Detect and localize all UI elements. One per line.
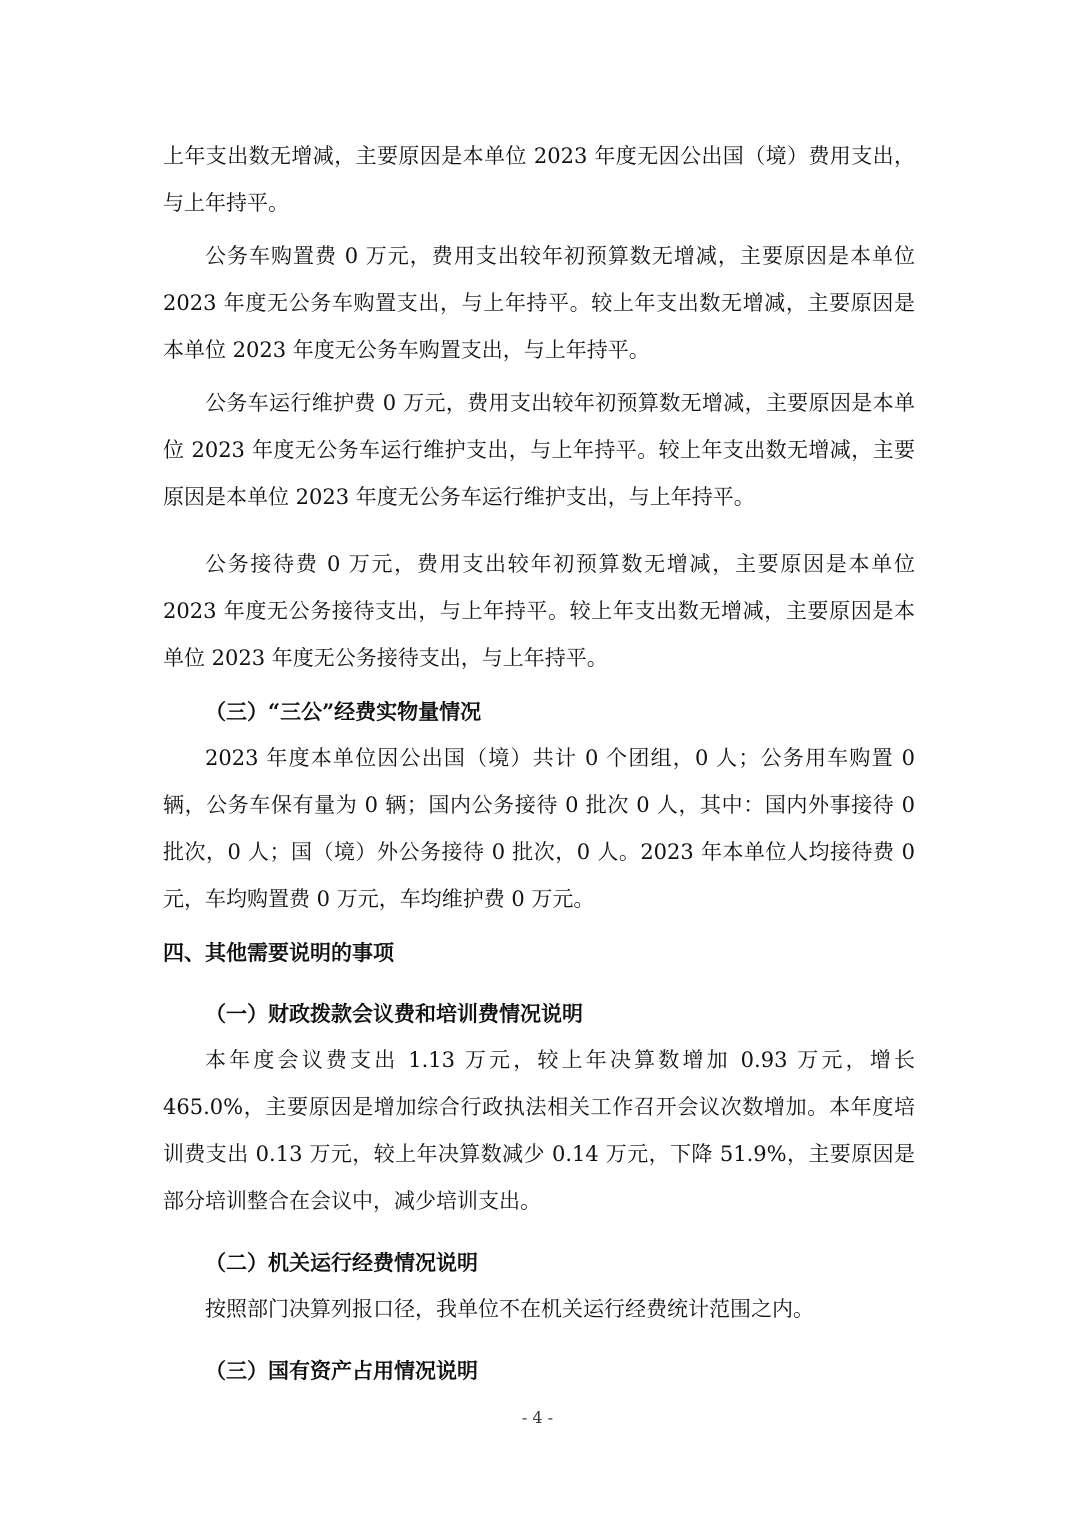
page-number: - 4 - <box>521 1408 554 1427</box>
paragraph-vehicle-purchase: 公务车购置费 0 万元，费用支出较年初预算数无增减，主要原因是本单位 2023 年度无公务车购置支出，与上年持平。较上年支出数无增减，主要原因是本单位 2023 年度无公务车购置支出，与上年持平。 <box>163 244 915 362</box>
paragraph-vehicle-maintenance: 公务车运行维护费 0 万元，费用支出较年初预算数无增减，主要原因是本单位 2023 年度无公务车运行维护支出，与上年持平。较上年支出数无增减，主要原因是本单位 2023 年度无公务车运行维护支出，与上年持平。 <box>163 391 915 509</box>
paragraph-sangong-physical: 2023 年度本单位因公出国（境）共计 0 个团组，0 人；公务用车购置 0 辆，公务车保有量为 0 辆；国内公务接待 0 批次 0 人，其中：国内外事接待 0 批次，0 人；国（境）外公务接待 0 批次，0 人。2023 年本单位人均接待费 0 元，车均购置费 0 万元，车均维护费 0 万元。 <box>163 746 915 911</box>
heading-state-assets: （三）国有资产占用情况说明 <box>205 1358 478 1383</box>
heading-sangong-physical: （三）“三公”经费实物量情况 <box>205 699 482 724</box>
paragraph-meeting-training: 本年度会议费支出 1.13 万元，较上年决算数增加 0.93 万元，增长 465.0%，主要原因是增加综合行政执法相关工作召开会议次数增加。本年度培训费支出 0.13 万元，较上年决算数减少 0.14 万元，下降 51.9%，主要原因是部分培训整合在会议中，减少培训支出。 <box>163 1048 915 1213</box>
paragraph-agency-operation: 按照部门决算列报口径，我单位不在机关运行经费统计范围之内。 <box>205 1297 814 1321</box>
paragraph-official-reception: 公务接待费 0 万元，费用支出较年初预算数无增减，主要原因是本单位 2023 年度无公务接待支出，与上年持平。较上年支出数无增减，主要原因是本单位 2023 年度无公务接待支出，与上年持平。 <box>163 552 915 670</box>
heading-meeting-training: （一）财政拨款会议费和培训费情况说明 <box>205 1001 583 1026</box>
heading-agency-operation: （二）机关运行经费情况说明 <box>205 1250 478 1275</box>
document-body <box>163 133 915 1394</box>
heading-other-matters: 四、其他需要说明的事项 <box>163 940 394 965</box>
paragraph-outbound-travel-cont: 上年支出数无增减，主要原因是本单位 2023 年度无因公出国（境）费用支出，与上年持平。 <box>163 144 915 215</box>
